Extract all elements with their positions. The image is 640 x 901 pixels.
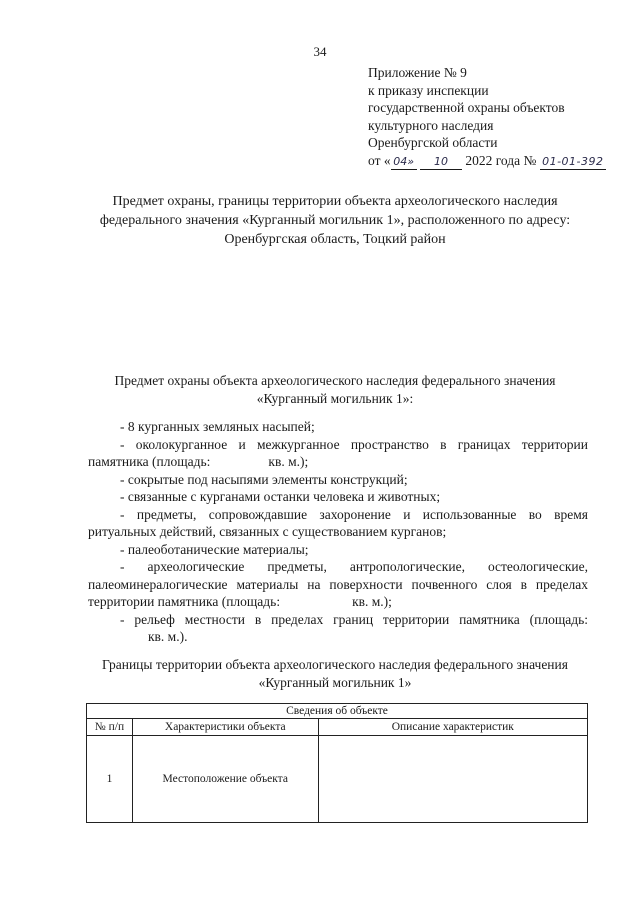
table-row bbox=[87, 736, 588, 823]
row-description bbox=[318, 736, 587, 823]
territory-bounds-heading: Границы территории объекта археологического наследия федерального значения «Курганный могильник 1» bbox=[102, 657, 568, 690]
date-prefix: от « bbox=[368, 152, 391, 168]
protection-subject-list bbox=[88, 418, 588, 646]
date-year: 2022 года № bbox=[465, 152, 537, 168]
table-caption: Сведения об объекте bbox=[87, 704, 588, 719]
appendix-line-region: Оренбургской области bbox=[368, 135, 498, 150]
appendix-line-agency: государственной охраны объектов bbox=[368, 100, 565, 115]
protection-subject-heading: Предмет охраны объекта археологического наследия федерального значения «Курганный могильник 1»: bbox=[114, 373, 556, 406]
row-number: 1 bbox=[87, 736, 133, 823]
list-item: - рельеф местности в пределах границ территории памятника (площадь:кв. м.). bbox=[120, 611, 588, 644]
column-header-characteristic: Характеристики объекта bbox=[132, 719, 318, 736]
handwritten-month: 10 bbox=[420, 155, 462, 170]
appendix-block bbox=[368, 64, 628, 170]
object-info-table bbox=[86, 703, 588, 823]
list-item: - палеоботанические материалы; bbox=[120, 541, 309, 557]
column-header-description: Описание характеристик bbox=[318, 719, 587, 736]
appendix-line-order: к приказу инспекции bbox=[368, 82, 489, 98]
handwritten-day: 04» bbox=[391, 155, 417, 170]
appendix-date-line bbox=[368, 152, 628, 170]
appendix-title: Приложение № 9 bbox=[368, 65, 467, 80]
list-item: - археологические предметы, антропологические, остеологические, палеоминералогические материалы на поверхности почвенного слоя в пределах территории памятника (площадь: кв. м.); bbox=[88, 559, 588, 609]
handwritten-order-number: 01-01-392 bbox=[540, 155, 606, 170]
document-title: Предмет охраны, границы территории объекта археологического наследия федерального значения «Курганный могильник 1», расположенного по адресу: Оренбургская область, Тоцкий район bbox=[99, 194, 571, 247]
list-item: - связанные с курганами останки человека и животных; bbox=[120, 489, 441, 504]
column-header-number: № п/п bbox=[87, 719, 133, 736]
list-item: - 8 курганных земляных насыпей; bbox=[120, 419, 315, 434]
page-number: 34 bbox=[313, 44, 327, 59]
list-item: - сокрытые под насыпями элементы конструкций; bbox=[120, 471, 408, 487]
list-item: - околокурганное и межкурганное пространство в границах территории памятника (площадь: кв. м.); bbox=[88, 436, 588, 469]
appendix-line-heritage: культурного наследия bbox=[368, 117, 494, 133]
row-characteristic: Местоположение объекта bbox=[132, 736, 318, 823]
list-item: - предметы, сопровождавшие захоронение и использованные во время ритуальных действий, связанных с существованием курганов; bbox=[88, 506, 588, 539]
